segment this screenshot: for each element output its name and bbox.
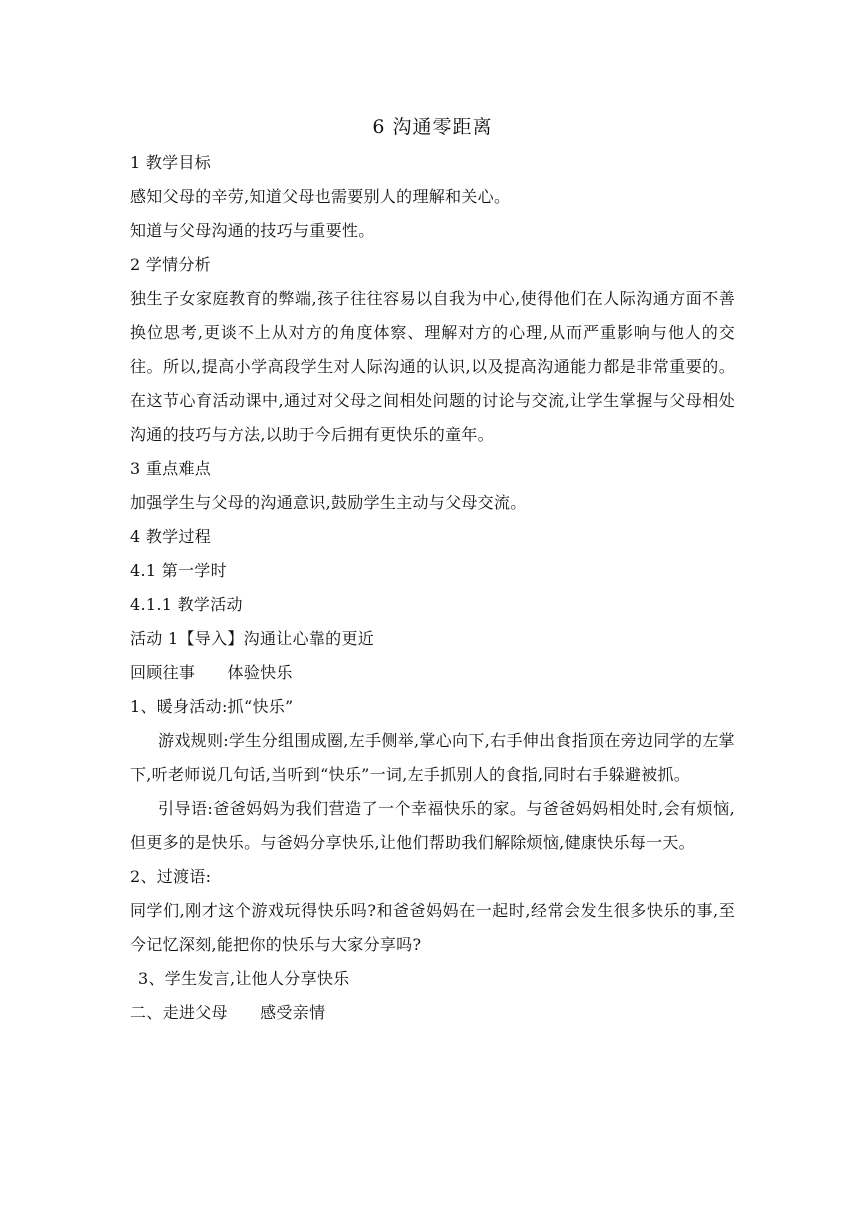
transition-paragraph: 同学们,刚才这个游戏玩得快乐吗?和爸爸妈妈在一起时,经常会发生很多快乐的事,至今记忆深刻,能把你的快乐与大家分享吗? [130,901,735,954]
transition-heading: 2、过渡语: [130,867,212,886]
guide-words-paragraph: 引导语:爸爸妈妈为我们营造了一个幸福快乐的家。与爸爸妈妈相处时,会有烦恼,但更多的是快乐。与爸妈分享快乐,让他们帮助我们解除烦恼,健康快乐每一天。 [130,799,735,852]
section-review-past: 回顾往事 体验快乐 [130,663,293,682]
student-analysis-paragraph: 独生子女家庭教育的弊端,孩子往往容易以自我为中心,使得他们在人际沟通方面不善换位思考,更谈不上从对方的角度体察、理解对方的心理,从而严重影响与他人的交往。所以,提高小学高段学生对人际沟通的认识,以及提高沟通能力都是非常重要的。在这节心育活动课中,通过对父母之间相处问题的讨论与交流,让学生掌握与父母相处沟通的技巧与方法,以助于今后拥有更快乐的童年。 [130,289,735,444]
goal-line-1: 感知父母的辛劳,知道父母也需要别人的理解和关心。 [130,187,511,206]
heading-teaching-activities: 4.1.1 教学活动 [130,595,243,614]
heading-key-points: 3 重点难点 [130,459,212,478]
heading-teaching-process: 4 教学过程 [130,527,212,546]
game-rules-paragraph: 游戏规则:学生分组围成圈,左手侧举,掌心向下,右手伸出食指顶在旁边同学的左掌下,听老师说几句话,当听到“快乐”一词,左手抓别人的食指,同时右手躲避被抓。 [130,731,735,784]
activity-1-title: 活动 1【导入】沟通让心靠的更近 [130,629,375,648]
document-page [130,112,735,1030]
section-approach-parents: 二、走进父母 感受亲情 [130,1003,326,1022]
key-points-line: 加强学生与父母的沟通意识,鼓励学生主动与父母交流。 [130,493,527,512]
student-speech-line: 3、学生发言,让他人分享快乐 [138,969,350,988]
heading-first-lesson: 4.1 第一学时 [130,561,227,580]
heading-teaching-goals: 1 教学目标 [130,153,212,172]
goal-line-2: 知道与父母沟通的技巧与重要性。 [130,221,375,240]
warmup-activity: 1、暖身活动:抓“快乐” [130,697,294,716]
heading-student-analysis: 2 学情分析 [130,255,212,274]
document-title: 6 沟通零距离 [372,116,493,138]
